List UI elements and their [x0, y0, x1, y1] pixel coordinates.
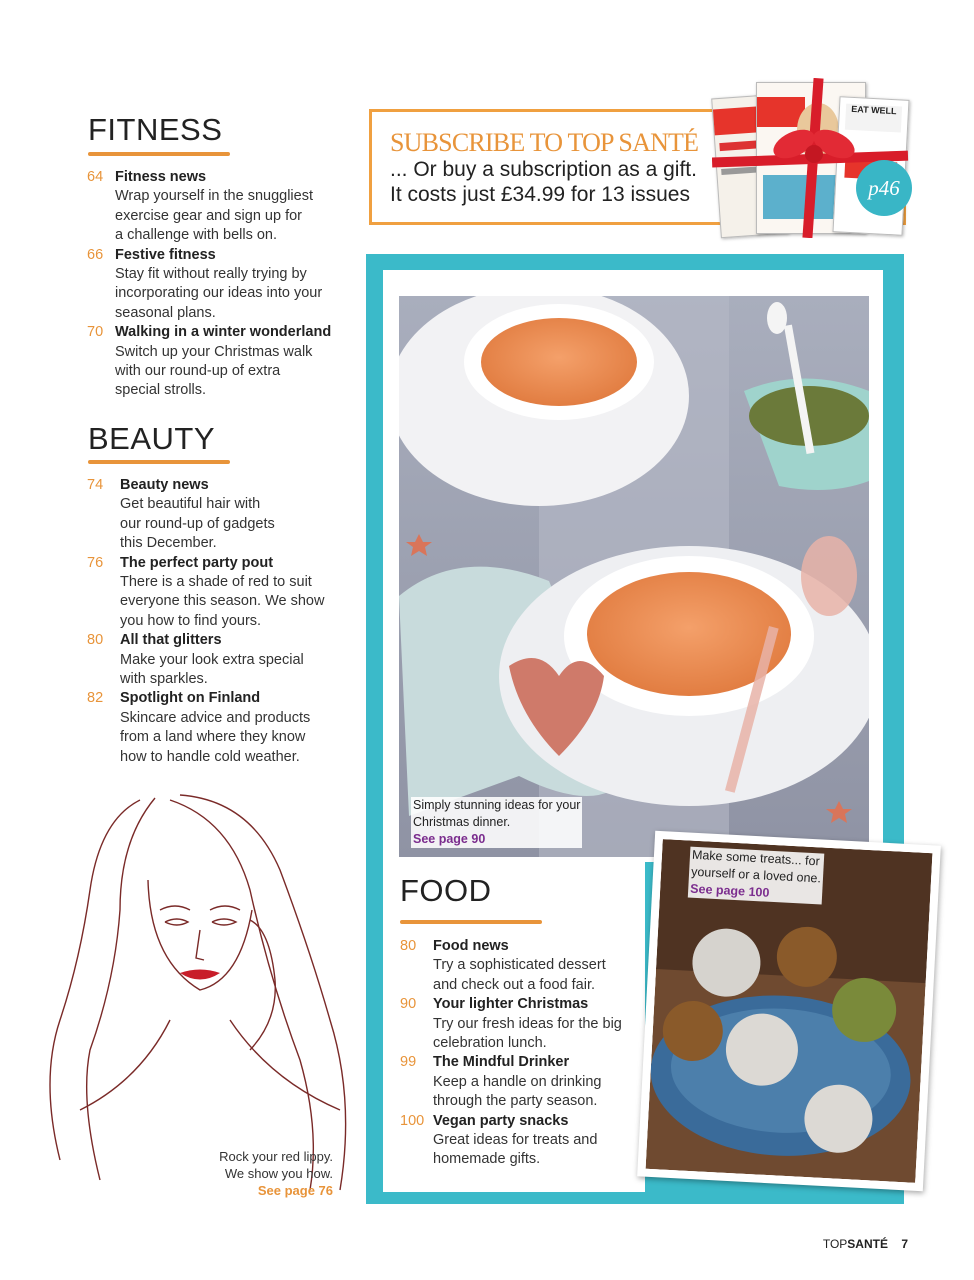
entry-page-number: 90 [400, 996, 417, 1013]
subscribe-line-1: ... Or buy a subscription as a gift. [390, 158, 697, 181]
beauty-heading: BEAUTY [88, 421, 216, 456]
entry-description-line: a challenge with bells on. [115, 227, 278, 244]
entry-title: Festive fitness [115, 246, 216, 263]
page-46-badge[interactable]: p46 [856, 160, 912, 216]
entry-description-line: Get beautiful hair with [120, 496, 261, 513]
entry-description-line: Make your look extra special [120, 651, 304, 668]
woman-illustration [20, 780, 360, 1200]
entry-page-number: 74 [87, 477, 104, 493]
footer-brand-bold: SANTÉ [847, 1237, 888, 1251]
entry-page-number: 80 [87, 632, 104, 649]
entry-description-line: seasonal plans. [115, 304, 216, 321]
entry-page-number: 66 [87, 246, 104, 263]
entry-description-line: Stay fit without really trying by [115, 266, 307, 282]
entry-page-number: 80 [400, 938, 417, 954]
page-footer [823, 1237, 908, 1251]
lippy-see-page-link[interactable]: See page 76 [257, 1183, 333, 1198]
fitness-heading: FITNESS [88, 112, 223, 147]
treat-caption-line-1: Make some treats... for [691, 847, 821, 869]
entry-description-line: and check out a food fair. [433, 976, 596, 993]
footer-brand [823, 1237, 888, 1251]
treat-caption [688, 847, 824, 905]
fitness-rule [88, 152, 230, 156]
magazine-cover-text: EAT WELL [845, 104, 902, 133]
entry-title: Vegan party snacks [433, 1112, 569, 1129]
entry-description-line: you how to find yours. [120, 612, 262, 629]
entry-description-line: from a land where they know [120, 729, 306, 746]
treat-see-page-link[interactable]: See page 100 [689, 881, 770, 900]
entry-description-line: how to handle cold weather. [120, 748, 300, 765]
entry-description-line: Try a sophisticated dessert [433, 957, 606, 974]
entry-page-number: 64 [87, 169, 104, 185]
soup-caption-line-2: Christmas dinner. [413, 815, 511, 829]
lippy-caption-line-2: We show you how. [224, 1166, 333, 1181]
entry-page-number: 76 [87, 554, 104, 571]
entry-page-number: 70 [87, 324, 104, 341]
treats-photo-card [637, 831, 941, 1191]
entry-description-line: incorporating our ideas into your [115, 285, 323, 302]
entry-description-line: special strolls. [115, 382, 207, 399]
food-rule [400, 920, 542, 924]
entry-description-line: with sparkles. [120, 671, 208, 687]
entry-description-line: exercise gear and sign up for [115, 207, 302, 224]
page-number: 7 [901, 1237, 908, 1251]
entry-description-line: homemade gifts. [433, 1151, 541, 1168]
treat-caption-line-2: yourself or a loved one. [690, 864, 822, 886]
beauty-rule [88, 460, 230, 464]
soup-photo [399, 296, 869, 857]
entry-description-line: this December. [120, 535, 217, 552]
subscribe-line-2: It costs just £34.99 for 13 issues [390, 183, 690, 206]
entry-description-line: Wrap yourself in the snuggliest [115, 188, 314, 205]
entry-page-number: 82 [87, 690, 104, 707]
soup-see-page-link[interactable]: See page 90 [413, 832, 486, 846]
entry-description-line: our round-up of gadgets [120, 515, 275, 532]
entry-title: Beauty news [120, 477, 209, 493]
entry-title: Fitness news [115, 169, 207, 185]
entry-title: Your lighter Christmas [433, 996, 589, 1013]
entry-description-line: with our round-up of extra [115, 363, 281, 379]
entry-page-number: 99 [400, 1054, 417, 1071]
entry-title: The perfect party pout [120, 554, 274, 571]
entry-description-line: through the party season. [433, 1093, 598, 1110]
footer-brand-light: TOP [822, 1237, 848, 1251]
subscribe-heading: SUBSCRIBE TO TOP SANTÉ [390, 128, 699, 157]
entry-description-line: celebration lunch. [433, 1035, 547, 1051]
entry-description-line: Try our fresh ideas for the big [433, 1015, 622, 1032]
entry-description-line: everyone this season. We show [120, 593, 325, 610]
soup-caption [411, 797, 582, 848]
lippy-caption [219, 1148, 333, 1199]
entry-title: The Mindful Drinker [433, 1054, 570, 1071]
soup-caption-line-1: Simply stunning ideas for your [413, 798, 581, 812]
entry-title: Food news [433, 938, 509, 954]
entry-title: Walking in a winter wonderland [115, 324, 332, 341]
entry-page-number: 100 [400, 1112, 425, 1129]
entry-description-line: There is a shade of red to suit [120, 574, 312, 590]
entry-description-line: Keep a handle on drinking [433, 1073, 602, 1090]
entry-description-line: Switch up your Christmas walk [115, 343, 313, 360]
entry-description-line: Skincare advice and products [120, 709, 311, 726]
entry-title: All that glitters [120, 632, 222, 649]
lippy-caption-line-1: Rock your red lippy. [219, 1149, 333, 1164]
entry-description-line: Great ideas for treats and [433, 1132, 598, 1148]
entry-title: Spotlight on Finland [120, 690, 261, 707]
food-heading: FOOD [400, 873, 492, 908]
